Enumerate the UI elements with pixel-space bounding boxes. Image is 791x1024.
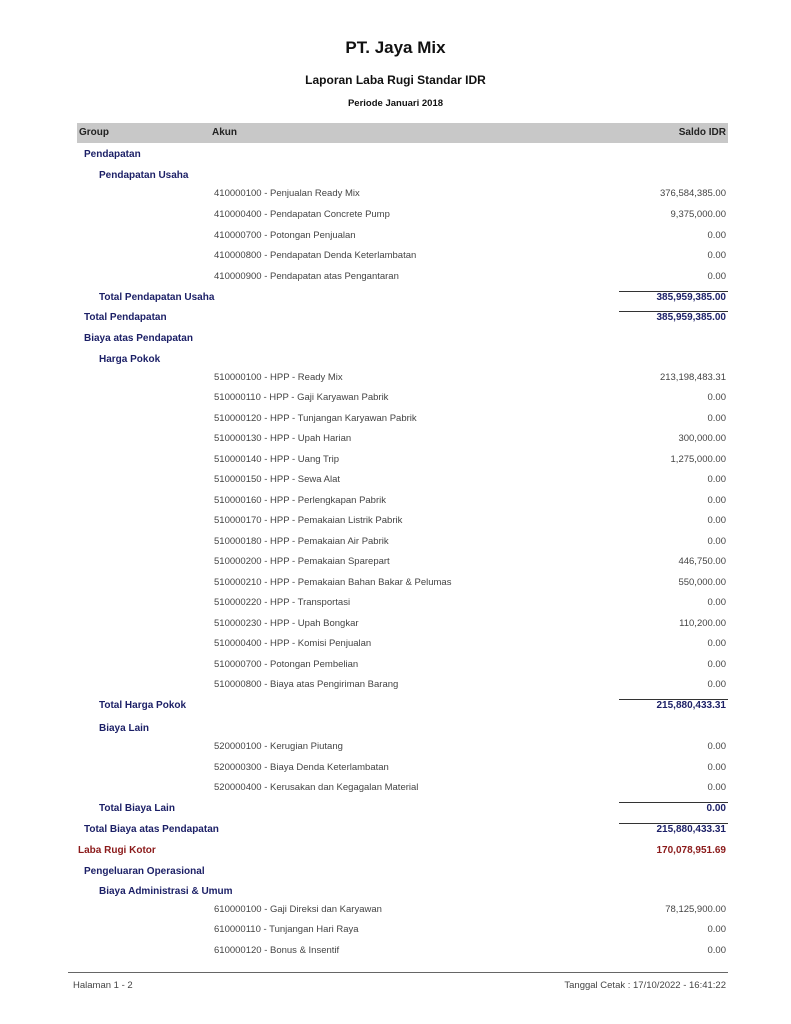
account-label: 510000700 - Potongan Pembelian <box>214 659 359 670</box>
print-date: Tanggal Cetak : 17/10/2022 - 16:41:22 <box>564 980 726 991</box>
account-row <box>0 636 791 652</box>
account-row <box>0 370 791 386</box>
account-label: 510000170 - HPP - Pemakaian Listrik Pabrik <box>214 515 403 526</box>
account-label: 510000110 - HPP - Gaji Karyawan Pabrik <box>214 392 389 403</box>
account-row <box>0 780 791 796</box>
account-row <box>0 411 791 427</box>
account-label: 510000180 - HPP - Pemakaian Air Pabrik <box>214 536 389 547</box>
account-row <box>0 228 791 244</box>
footer-divider <box>68 972 728 973</box>
subtotal-label: Total Harga Pokok <box>99 700 187 711</box>
account-label: 610000110 - Tunjangan Hari Raya <box>214 924 359 935</box>
account-label: 510000150 - HPP - Sewa Alat <box>214 474 341 485</box>
subtotal-row <box>0 698 791 714</box>
amount-value: 1,275,000.00 <box>670 454 726 465</box>
total-label: Total Pendapatan <box>84 312 167 323</box>
amount-value: 213,198,483.31 <box>659 372 726 383</box>
account-label: 410000400 - Pendapatan Concrete Pump <box>214 209 390 220</box>
account-row <box>0 575 791 591</box>
account-label: 510000400 - HPP - Komisi Penjualan <box>214 638 372 649</box>
account-label: 510000200 - HPP - Pemakaian Sparepart <box>214 556 390 567</box>
amount-value: 0.00 <box>707 271 726 282</box>
amount-value: 0.00 <box>707 638 726 649</box>
total-row <box>0 310 791 326</box>
account-row <box>0 943 791 959</box>
total-row <box>0 822 791 838</box>
account-label: 520000100 - Kerugian Piutang <box>214 741 343 752</box>
account-row <box>0 186 791 202</box>
account-row <box>0 493 791 509</box>
amount-value: 0.00 <box>707 230 726 241</box>
gross-profit-label: Laba Rugi Kotor <box>78 845 156 856</box>
amount-value: 78,125,900.00 <box>665 904 726 915</box>
account-label: 520000400 - Kerusakan dan Kegagalan Material <box>214 782 419 793</box>
amount-value: 550,000.00 <box>678 577 726 588</box>
account-row <box>0 452 791 468</box>
account-label: 610000120 - Bonus & Insentif <box>214 945 340 956</box>
report-title: Laporan Laba Rugi Standar IDR <box>305 73 486 87</box>
account-row <box>0 902 791 918</box>
account-label: 510000140 - HPP - Uang Trip <box>214 454 339 465</box>
account-label: 510000120 - HPP - Tunjangan Karyawan Pabrik <box>214 413 417 424</box>
account-row <box>0 269 791 285</box>
amount-value: 385,959,385.00 <box>656 312 726 323</box>
account-label: 610000100 - Gaji Direksi dan Karyawan <box>214 904 382 915</box>
amount-value: 0.00 <box>707 741 726 752</box>
amount-value: 9,375,000.00 <box>670 209 726 220</box>
subgroup-heading-label: Biaya Administrasi & Umum <box>99 886 233 897</box>
amount-value: 0.00 <box>707 762 726 773</box>
account-row <box>0 534 791 550</box>
amount-value: 0.00 <box>707 679 726 690</box>
column-akun-label: Akun <box>212 127 237 138</box>
company-name: PT. Jaya Mix <box>345 38 446 57</box>
account-label: 510000130 - HPP - Upah Harian <box>214 433 352 444</box>
subgroup-heading <box>0 168 791 184</box>
total-label: Total Biaya atas Pendapatan <box>84 824 219 835</box>
group-heading-label: Pengeluaran Operasional <box>84 866 205 877</box>
amount-value: 215,880,433.31 <box>656 700 726 711</box>
account-label: 510000230 - HPP - Upah Bongkar <box>214 618 359 629</box>
account-row <box>0 513 791 529</box>
account-row <box>0 248 791 264</box>
amount-value: 0.00 <box>707 945 726 956</box>
amount-value: 0.00 <box>707 495 726 506</box>
subgroup-heading-label: Harga Pokok <box>99 354 161 365</box>
amount-value: 0.00 <box>707 392 726 403</box>
subgroup-heading <box>0 884 791 900</box>
group-heading <box>0 147 791 163</box>
column-saldo-label: Saldo IDR <box>678 127 726 138</box>
account-label: 410000100 - Penjualan Ready Mix <box>214 188 360 199</box>
account-row <box>0 595 791 611</box>
subtotal-row <box>0 290 791 306</box>
subgroup-heading <box>0 721 791 737</box>
amount-value: 0.00 <box>707 474 726 485</box>
subgroup-heading-label: Pendapatan Usaha <box>99 170 189 181</box>
column-group-label: Group <box>79 127 109 138</box>
amount-value: 0.00 <box>707 782 726 793</box>
amount-value: 0.00 <box>707 536 726 547</box>
account-label: 410000900 - Pendapatan atas Pengantaran <box>214 271 399 282</box>
account-row <box>0 431 791 447</box>
account-row <box>0 390 791 406</box>
subtotal-label: Total Biaya Lain <box>99 803 175 814</box>
amount-value: 0.00 <box>707 659 726 670</box>
column-header <box>77 123 728 143</box>
account-label: 510000800 - Biaya atas Pengiriman Barang <box>214 679 399 690</box>
amount-value: 170,078,951.69 <box>656 845 726 856</box>
account-label: 510000210 - HPP - Pemakaian Bahan Bakar & Pelumas <box>214 577 452 588</box>
group-heading <box>0 864 791 880</box>
group-heading-label: Biaya atas Pendapatan <box>84 333 193 344</box>
amount-value: 0.00 <box>707 924 726 935</box>
account-row <box>0 677 791 693</box>
amount-value: 110,200.00 <box>679 618 726 629</box>
account-row <box>0 760 791 776</box>
subtotal-row <box>0 801 791 817</box>
gross-profit-row <box>0 843 791 859</box>
amount-value: 376,584,385.00 <box>659 188 726 199</box>
subgroup-heading-label: Biaya Lain <box>99 723 150 734</box>
account-row <box>0 554 791 570</box>
page-number: Halaman 1 - 2 <box>73 980 133 991</box>
group-heading <box>0 331 791 347</box>
account-label: 510000220 - HPP - Transportasi <box>214 597 351 608</box>
account-row <box>0 472 791 488</box>
account-row <box>0 616 791 632</box>
amount-value: 385,959,385.00 <box>656 292 726 303</box>
account-row <box>0 922 791 938</box>
account-row <box>0 739 791 755</box>
amount-value: 0.00 <box>707 413 726 424</box>
account-row <box>0 207 791 223</box>
subtotal-label: Total Pendapatan Usaha <box>99 292 215 303</box>
account-label: 410000700 - Potongan Penjualan <box>214 230 356 241</box>
amount-value: 0.00 <box>707 515 726 526</box>
account-row <box>0 657 791 673</box>
amount-value: 0.00 <box>707 597 726 608</box>
account-label: 510000100 - HPP - Ready Mix <box>214 372 343 383</box>
amount-value: 300,000.00 <box>678 433 726 444</box>
amount-value: 215,880,433.31 <box>656 824 726 835</box>
amount-value: 0.00 <box>707 250 726 261</box>
amount-value: 446,750.00 <box>678 556 726 567</box>
account-label: 510000160 - HPP - Perlengkapan Pabrik <box>214 495 386 506</box>
report-period: Periode Januari 2018 <box>347 98 444 109</box>
group-heading-label: Pendapatan <box>84 149 141 160</box>
subgroup-heading <box>0 352 791 368</box>
amount-value: 0.00 <box>706 803 726 814</box>
account-label: 520000300 - Biaya Denda Keterlambatan <box>214 762 389 773</box>
account-label: 410000800 - Pendapatan Denda Keterlambatan <box>214 250 417 261</box>
